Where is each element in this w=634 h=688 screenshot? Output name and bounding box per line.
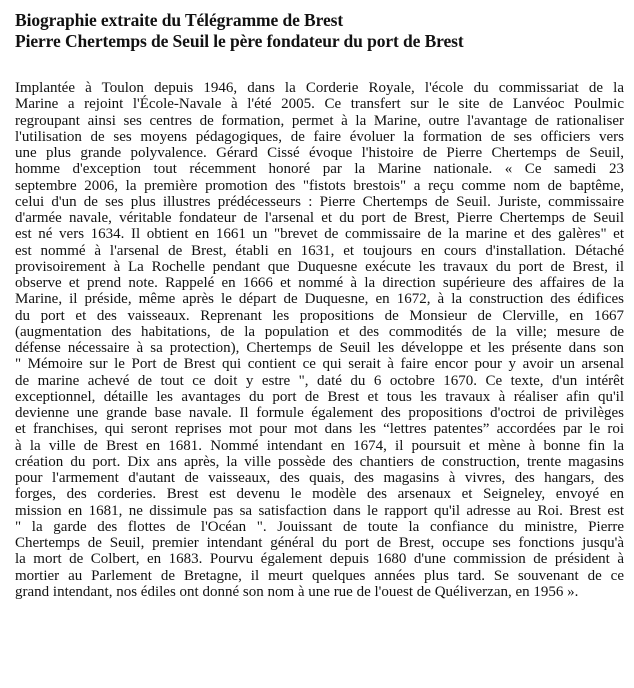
article-line: Marine, il préside, même après le départ de Duquesne, en 1672, à la construction des édifices (15, 291, 624, 308)
article-line: mortier au Parlement de Bretagne, il meurt quelques années plus tard. Se souvenant de ce (15, 567, 624, 584)
article-line: défense nécessaire à sa protection), Chertemps de Seuil les développe et les présente dans son (15, 340, 624, 356)
article-line: exceptionnel, détaille les avantages du port de Brest et tous les travaux à réaliser afin qu'il (15, 388, 624, 405)
article-line: Chertemps de Seuil, premier intendant général du port de Brest, occupe ses fonctions jusqu'à (15, 535, 624, 551)
article-line: création du port. Dix ans après, la ville possède des chantiers de construction, trente magasins (15, 453, 624, 470)
article-line: (augmentation des habitations, de la population et des commodités de la ville; mesure de (15, 323, 624, 340)
article-line: d'armée navale, véritable fondateur de l'arsenal et du port de Brest, Pierre Chertemps de Seuil (15, 210, 624, 226)
article-line: et franchises, qui seront reprises mot pour mot dans les “lettres patentes” accordées par le roi (15, 421, 624, 438)
article-line: de marine achevé de tout ce doit y estre ", daté du 6 octobre 1670. Ce texte, d'un intérêt (15, 372, 624, 389)
article-line: l'utilisation de ses moyens pédagogiques, de faire évoluer la formation de ses officiers vers (15, 128, 624, 145)
article-line: est nommé à l'arsenal de Brest, établi en 1631, et toujours en cours d'installation. Détaché (15, 242, 624, 259)
article-line: pour l'armement d'autant de vaisseaux, des quais, des magasins à vivres, des hangars, des (15, 470, 624, 486)
article-line: à la ville de Brest en 1681. Nommé intendant en 1674, il poursuit et mène à bonne fin la (15, 437, 624, 454)
article-line: devienne une grande base navale. Il formule également des propositions d'octroi de privilèges (15, 405, 624, 421)
article-line: du port et des vaisseaux. Reprenant les propositions de Monsieur de Clerville, en 1667 (15, 307, 624, 324)
article-line: forges, des corderies. Brest est devenu le modèle des arsenaux et Seigneley, envoyé en (15, 486, 624, 503)
article-line: provisoirement à La Rochelle pendant que Duquesne exécute les travaux du port de Brest, il (15, 258, 624, 275)
article-line: regroupant ainsi ses centres de formation, permet à la Marine, outre l'avantage de rationaliser (15, 112, 624, 129)
heading-source: Biographie extraite du Télégramme de Brest (15, 10, 344, 30)
article-line: " la garde des flottes de l'Océan ". Jouissant de toute la confiance du ministre, Pierre (15, 518, 624, 535)
article-line: homme d'exception tout récemment honoré par la Marine nationale. « Ce samedi 23 (15, 161, 624, 178)
article-line: la mort de Colbert, en 1683. Pourvu également depuis 1680 d'une commission de président à (15, 551, 624, 568)
article-line: observe et prend note. Rappelé en 1666 et nommé à la direction supérieure des affaires de la (15, 275, 624, 291)
article-line: septembre 2006, la première promotion des "fistots brestois" a reçu comme nom de baptême, (15, 177, 624, 194)
article-line: Implantée à Toulon depuis 1946, dans la Corderie Royale, l'école du commissariat de la (15, 80, 624, 96)
article-body (15, 80, 624, 600)
article-line: une plus grande polyvalence. Gérard Cissé évoque l'histoire de Pierre Chertemps de Seuil, (15, 145, 624, 161)
heading-title: Pierre Chertemps de Seuil le père fondateur du port de Brest (15, 31, 464, 51)
article-line: " Mémoire sur le Port de Brest qui contient ce qui serait à faire encor pour y avoir un arsenal (15, 356, 624, 373)
article-line: celui d'un de ses plus illustres prédécesseurs : Pierre Chertemps de Seuil. Juriste, commissaire (15, 193, 624, 210)
article-line: grand intendant, nos édiles ont donné son nom à une rue de l'ouest de Quéliverzan, en 1956 ». (15, 583, 579, 600)
document-page (15, 10, 624, 600)
article-line: mission en 1681, ne dissimule pas sa satisfaction dans le rapport qu'il adresse au Roi. Brest est (15, 502, 624, 519)
article-line: Marine a rejoint l'École-Navale à l'été 2005. Ce transfert sur le site de Lanvéoc Poulmic (15, 96, 624, 113)
article-line: est né vers 1634. Il obtient en 1661 un "brevet de commissaire de la marine et des galères" et (15, 226, 624, 243)
